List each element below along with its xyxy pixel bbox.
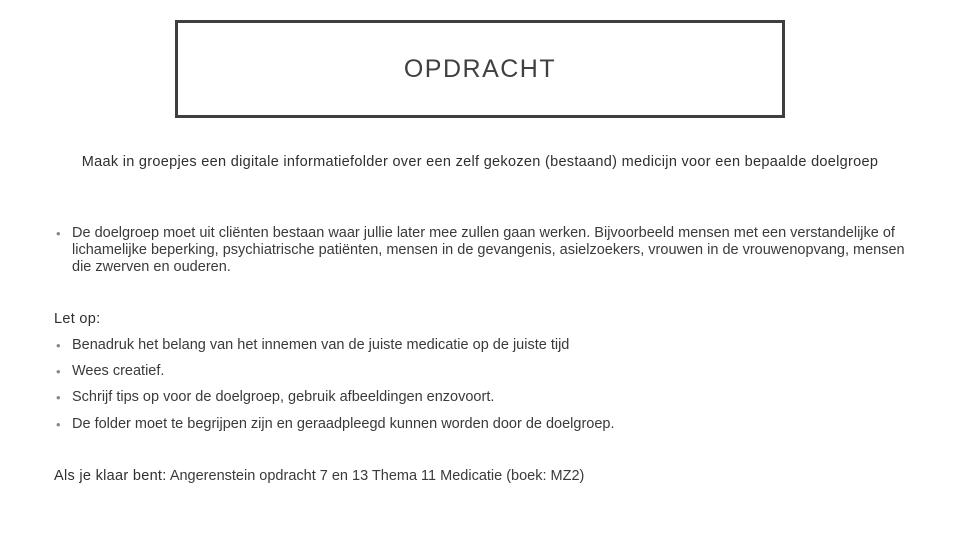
page-title: OPDRACHT bbox=[403, 54, 557, 83]
bullet-icon: • bbox=[56, 417, 61, 432]
finished-instruction bbox=[54, 468, 584, 484]
intro-bullet bbox=[56, 225, 916, 276]
let-op-item-text: Schrijf tips op voor de doelgroep, gebruik afbeeldingen enzovoort. bbox=[72, 389, 495, 405]
let-op-item bbox=[56, 363, 916, 380]
let-op-item bbox=[56, 337, 916, 354]
bullet-icon: • bbox=[56, 390, 61, 405]
let-op-item-text: Benadruk het belang van het innemen van de juiste medicatie op de juiste tijd bbox=[72, 337, 570, 353]
let-op-item-text: De folder moet te begrijpen zijn en geraadpleegd kunnen worden door de doelgroep. bbox=[72, 416, 615, 432]
let-op-item-text: Wees creatief. bbox=[72, 363, 165, 379]
intro-bullet-text: De doelgroep moet uit cliënten bestaan waar jullie later mee zullen gaan werken. Bijvoorbeeld mensen met een verstandelijke of lichamelijke beperking, psychiatrische patiënten, mensen in de gevangenis, asielzoekers, vrouwen in de vrouwenopvang, mensen die zwerven en ouderen. bbox=[72, 225, 905, 275]
bullet-icon: • bbox=[56, 226, 61, 241]
let-op-heading: Let op: bbox=[54, 311, 101, 327]
title-box bbox=[175, 20, 785, 118]
let-op-item bbox=[56, 389, 916, 406]
finished-label: Als je klaar bent: bbox=[54, 468, 167, 484]
bullet-icon: • bbox=[56, 364, 61, 379]
finished-text: Angerenstein opdracht 7 en 13 Thema 11 Medicatie (boek: MZ2) bbox=[166, 468, 585, 484]
let-op-item bbox=[56, 416, 916, 433]
assignment-subtitle: Maak in groepjes een digitale informatiefolder over een zelf gekozen (bestaand) medicijn voor een bepaalde doelgroep bbox=[81, 154, 879, 170]
bullet-icon: • bbox=[56, 338, 61, 353]
